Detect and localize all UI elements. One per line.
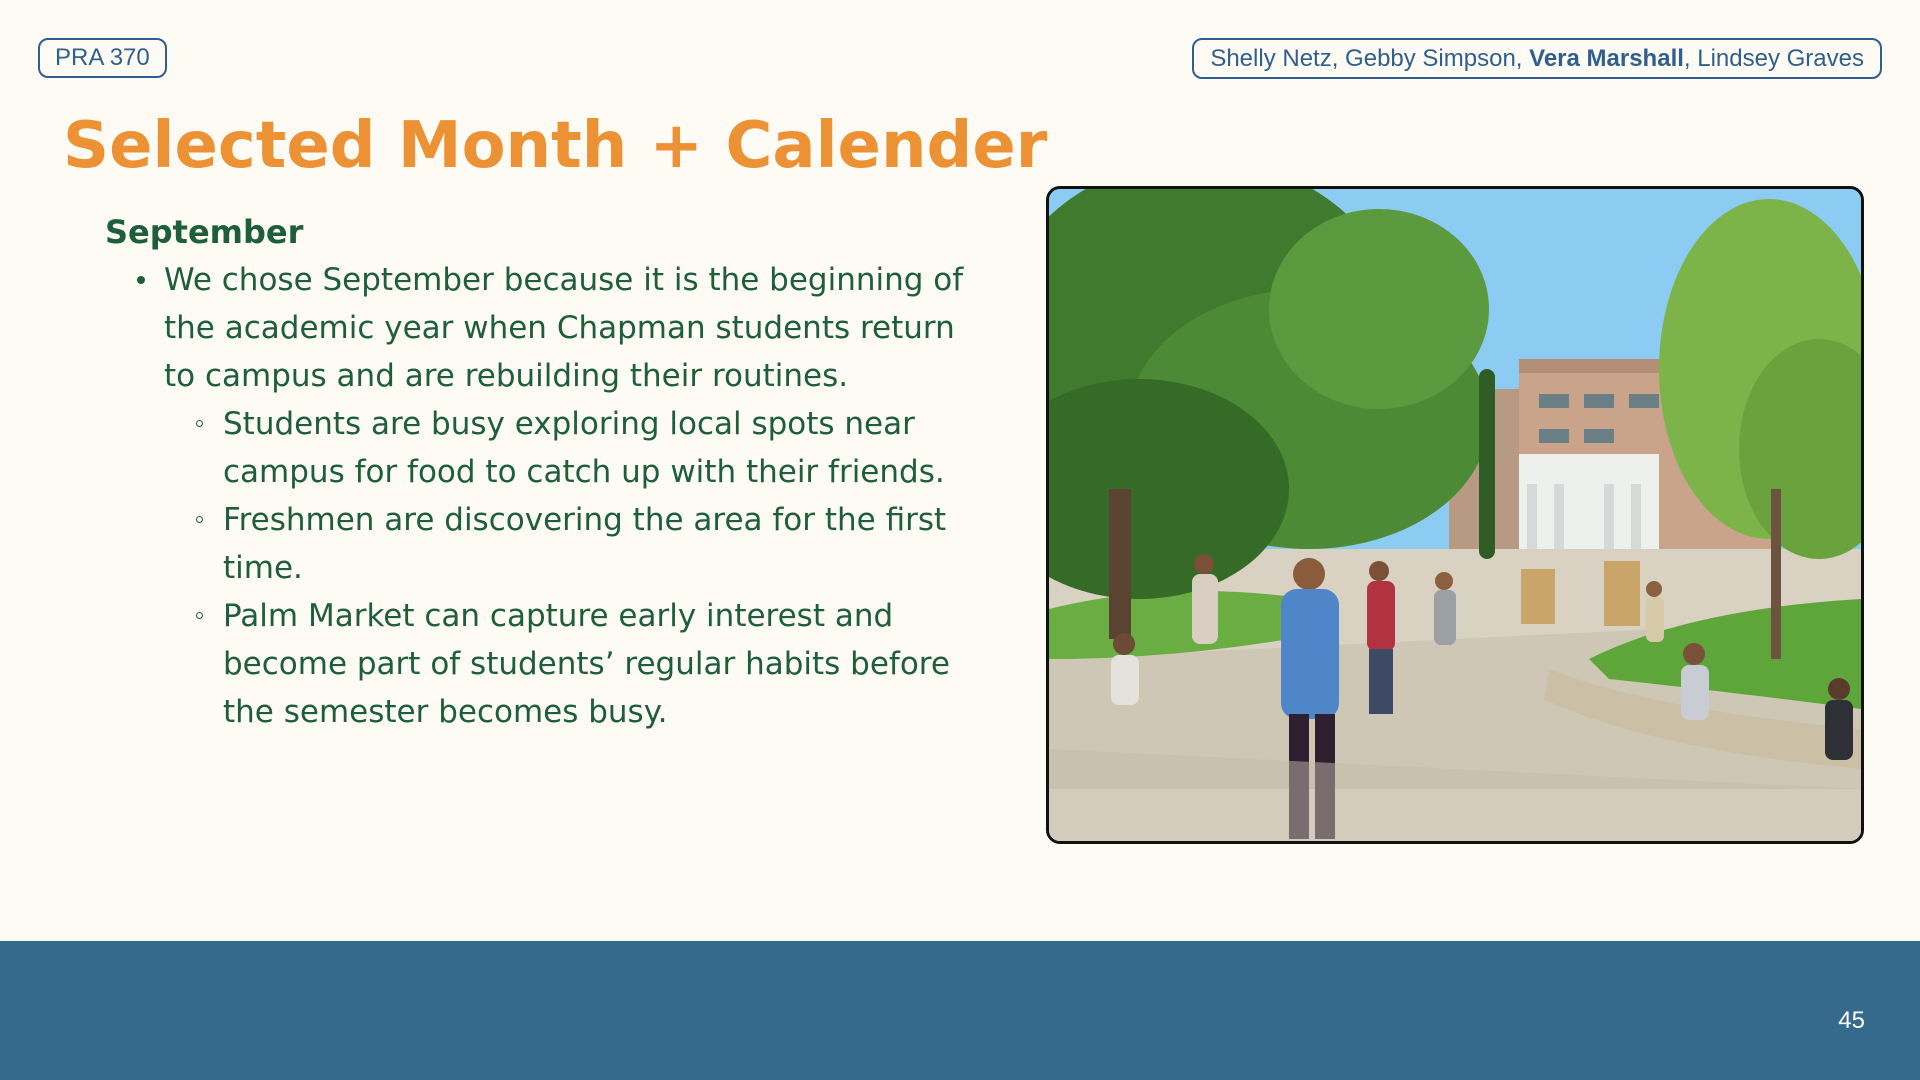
- course-code: PRA 370: [55, 44, 150, 71]
- bullet-list: [105, 256, 965, 736]
- sub-bullet-text: Students are busy exploring local spots near campus for food to catch up with their friends.: [223, 406, 945, 490]
- sub-bullet-text: Palm Market can capture early interest and become part of students’ regular habits before the semester becomes busy.: [223, 598, 950, 730]
- slide-content: [105, 208, 965, 736]
- campus-photo: [1046, 186, 1864, 844]
- sub-bullet-item: [164, 592, 965, 736]
- page-number: 45: [1838, 1007, 1865, 1034]
- authors-list-end: , Lindsey Graves: [1683, 44, 1864, 72]
- hollow-bullet-icon: [196, 612, 203, 619]
- sub-bullet-text: Freshmen are discovering the area for the first time.: [223, 502, 947, 586]
- course-badge: [38, 38, 167, 78]
- sub-bullet-item: [164, 400, 965, 496]
- authors-list-start: Shelly Netz, Gebby Simpson,: [1210, 44, 1530, 72]
- bullet-item: [105, 256, 965, 736]
- page-title: Selected Month + Calender: [63, 109, 1048, 183]
- section-heading: September: [105, 213, 304, 251]
- bullet-dot-icon: [137, 276, 145, 284]
- hollow-bullet-icon: [196, 420, 203, 427]
- sub-bullet-item: [164, 496, 965, 592]
- bullet-text: We chose September because it is the beginning of the academic year when Chapman students return to campus and are rebuilding their routines.: [164, 262, 964, 394]
- hollow-bullet-icon: [196, 516, 203, 523]
- authors-badge: [1192, 38, 1882, 79]
- footer-bar: [0, 941, 1920, 1080]
- authors-highlighted-name: Vera Marshall: [1529, 44, 1684, 72]
- sub-bullet-list: [164, 400, 965, 736]
